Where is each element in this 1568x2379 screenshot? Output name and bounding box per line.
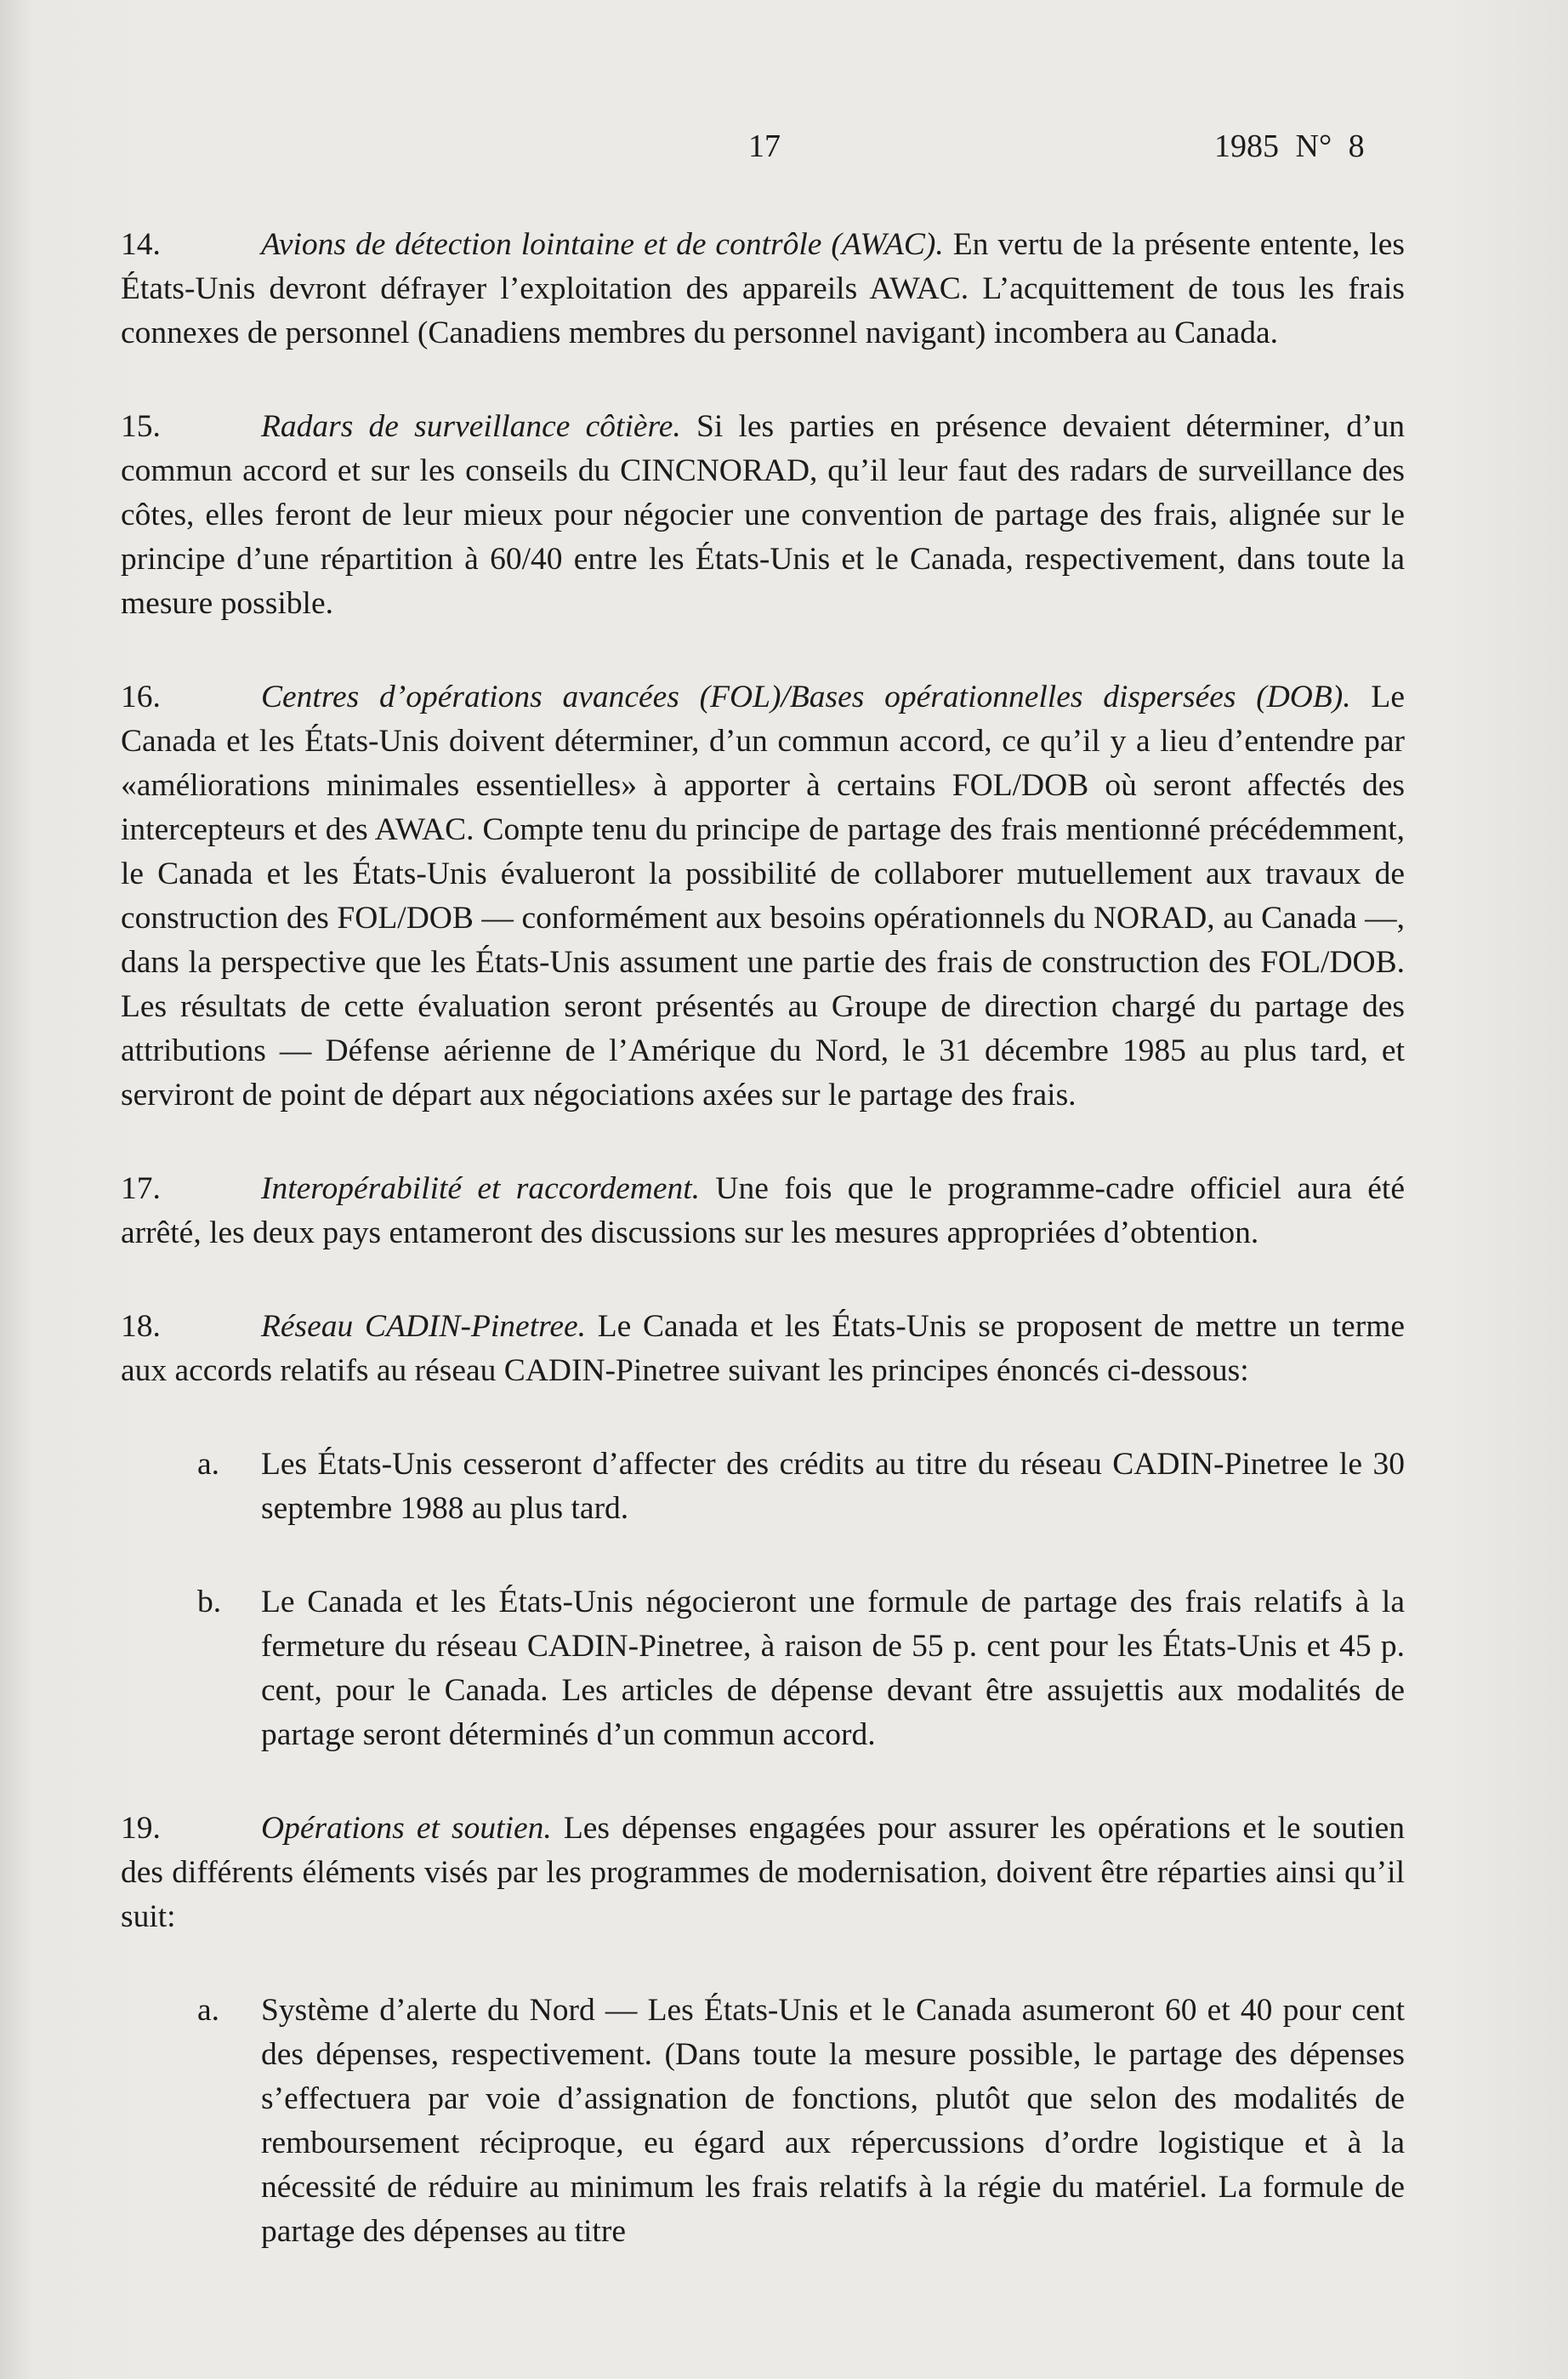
paragraph-16 [121, 675, 1405, 1118]
paragraph-number: 19. [121, 1811, 161, 1846]
paragraph-heading: Réseau CADIN-Pinetree. [261, 1309, 586, 1344]
item-text: Le Canada et les États-Unis négocieront une formule de partage des frais relatifs à la fermeture du réseau CADIN-Pinetree, à raison de 55 p. cent pour les États-Unis et 45 p. cent, pour le Canada. Les articles de dépense devant être assujettis aux modalités de partage seront déterminés d’un commun accord. [261, 1585, 1405, 1752]
paragraph-text: Si les parties en présence devaient déterminer, d’un commun accord et sur les conseils du CINCNORAD, qu’il leur faut des radars de surveillance des côtes, elles feront de leur mieux pour négocier une convention de partage des frais, alignée sur le principe d’une répartition à 60/40 entre les États-Unis et le Canada, respectivement, dans toute la mesure possible. [121, 409, 1405, 621]
paragraph-19-item-a [121, 1989, 1405, 2254]
paragraph-heading: Centres d’opérations avancées (FOL)/Bases opérationnelles dispersées (DOB). [261, 680, 1351, 714]
paragraph-14 [121, 223, 1405, 356]
paragraph-number: 16. [121, 680, 161, 714]
paragraph-text: Une fois que le programme-cadre officiel aura été arrêté, les deux pays entameront des discussions sur les mesures appropriées d’obtention. [121, 1171, 1405, 1250]
paragraph-number: 14. [121, 227, 161, 262]
paragraph-text: En vertu de la présente entente, les États-Unis devront défrayer l’exploitation des appareils AWAC. L’acquittement de tous les frais connexes de personnel (Canadiens membres du personnel navigant) incombera au Canada. [121, 227, 1405, 350]
item-letter: b. [197, 1585, 222, 1619]
item-text: Les États-Unis cesseront d’affecter des crédits au titre du réseau CADIN-Pinetree le 30 septembre 1988 au plus tard. [261, 1447, 1405, 1526]
paragraph-18-item-a [121, 1443, 1405, 1531]
paragraph-19 [121, 1807, 1405, 1939]
paragraph-text: Les dépenses engagées pour assurer les opérations et le soutien des différents éléments visés par les programmes de modernisation, doivent être réparties ainsi qu’il suit: [121, 1811, 1405, 1934]
paragraph-text: Le Canada et les États-Unis se proposent de mettre un terme aux accords relatifs au réseau CADIN-Pinetree suivant les principes énoncés ci-dessous: [121, 1309, 1406, 1388]
paragraph-15 [121, 405, 1405, 626]
paragraph-heading: Opérations et soutien. [261, 1811, 552, 1846]
paragraph-text: Le Canada et les États-Unis doivent déterminer, d’un commun accord, ce qu’il y a lieu d’entendre par «améliorations minimales essentielles» à apporter à certains FOL/DOB où seront affectés des intercepteurs et des AWAC. Compte tenu du principe de partage des frais mentionné précédemment, le Canada et les États-Unis évalueront la possibilité de collaborer mutuellement aux travaux de construction des FOL/DOB — conformément aux besoins opérationnels du NORAD, au Canada —, dans la perspective que les États-Unis assument une partie des frais de construction des FOL/DOB. Les résultats de cette évaluation seront présentés au Groupe de direction chargé du partage des attributions — Défense aérienne de l’Amérique du Nord, le 31 décembre 1985 au plus tard, et serviront de point de départ aux négociations axées sur le partage des frais. [121, 680, 1405, 1113]
paragraph-heading: Interopérabilité et raccordement. [261, 1171, 701, 1206]
gazette-issue-number: 1985 N° 8 [1214, 128, 1365, 164]
paragraph-18 [121, 1305, 1405, 1393]
page-header [0, 128, 1568, 179]
page-number: 17 [748, 128, 781, 164]
paragraph-number: 18. [121, 1309, 161, 1344]
item-text: Système d’alerte du Nord — Les États-Unis et le Canada asumeront 60 et 40 pour cent des dépenses, respectivement. (Dans toute la mesure possible, le partage des dépenses s’effectuera par voie d’assignation de fonctions, plutôt que selon des modalités de remboursement réciproque, eu égard aux répercussions d’ordre logistique et à la nécessité de réduire au minimum les frais relatifs à la régie du matériel. La formule de partage des dépenses au titre [261, 1993, 1405, 2249]
paragraph-heading: Radars de surveillance côtière. [261, 409, 681, 444]
document-body [121, 223, 1405, 2303]
paragraph-number: 17. [121, 1171, 161, 1206]
paragraph-heading: Avions de détection lointaine et de contrôle (AWAC). [261, 227, 944, 262]
item-letter: a. [197, 1447, 220, 1482]
item-letter: a. [197, 1993, 220, 2028]
paragraph-18-item-b [121, 1580, 1405, 1757]
paragraph-number: 15. [121, 409, 161, 444]
paragraph-17 [121, 1167, 1405, 1255]
